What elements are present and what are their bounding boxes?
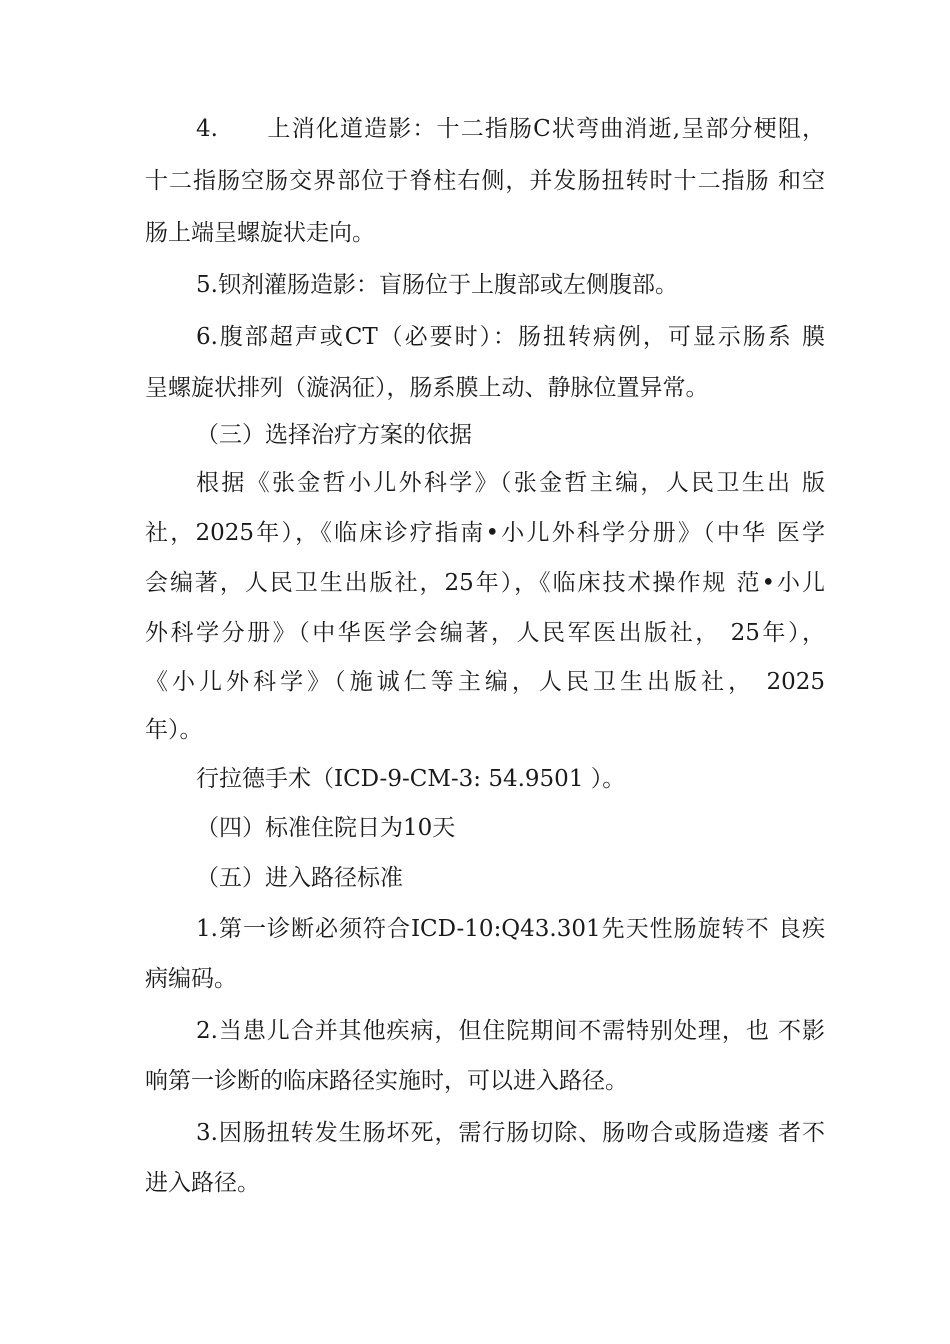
paragraph-line: 《小儿外科学》（施诚仁等主编，人民卫生出版社， 2025 bbox=[145, 669, 825, 695]
paragraph-line: 根据《张金哲小儿外科学》（张金哲主编，人民卫生出 版 bbox=[196, 470, 825, 496]
paragraph-line: 4. 上消化道造影：十二指肠C状弯曲消逝,呈部分梗阻， bbox=[196, 116, 825, 142]
paragraph-line: 行拉德手术（ICD-9-CM-3: 54.9501 ）。 bbox=[196, 766, 626, 792]
paragraph-line: 外科学分册》（中华医学会编著，人民军医出版社， 25年）， bbox=[145, 620, 825, 646]
paragraph-line: 年）。 bbox=[145, 717, 203, 743]
paragraph-line: 社，2025年），《临床诊疗指南•小儿外科学分册》（中华 医学 bbox=[145, 520, 825, 546]
section-heading: （三）选择治疗方案的依据 bbox=[196, 422, 472, 448]
paragraph-line: 6.腹部超声或CT（必要时）：肠扭转病例，可显示肠系 膜 bbox=[196, 324, 825, 350]
section-heading: （四）标准住院日为10天 bbox=[196, 815, 456, 841]
paragraph-line: 5.钡剂灌肠造影：盲肠位于上腹部或左侧腹部。 bbox=[196, 272, 678, 298]
paragraph-line: 会编著，人民卫生出版社，25年），《临床技术操作规 范•小儿 bbox=[145, 570, 825, 596]
paragraph-line: 肠上端呈螺旋状走向。 bbox=[145, 220, 375, 246]
paragraph-line: 病编码。 bbox=[145, 966, 237, 992]
paragraph-line: 响第一诊断的临床路径实施时，可以进入路径。 bbox=[145, 1068, 628, 1094]
paragraph-line: 1.第一诊断必须符合ICD-10:Q43.301先天性肠旋转不 良疾 bbox=[196, 916, 825, 942]
paragraph-line: 呈螺旋状排列（漩涡征），肠系膜上动、静脉位置异常。 bbox=[145, 375, 709, 401]
paragraph-line: 十二指肠空肠交界部位于脊柱右侧，并发肠扭转时十二指肠 和空 bbox=[145, 168, 825, 194]
section-heading: （五）进入路径标准 bbox=[196, 865, 403, 891]
paragraph-line: 3.因肠扭转发生肠坏死，需行肠切除、肠吻合或肠造瘘 者不 bbox=[196, 1120, 825, 1146]
paragraph-line: 2.当患儿合并其他疾病，但住院期间不需特别处理，也 不影 bbox=[196, 1018, 825, 1044]
paragraph-line: 进入路径。 bbox=[145, 1170, 260, 1196]
